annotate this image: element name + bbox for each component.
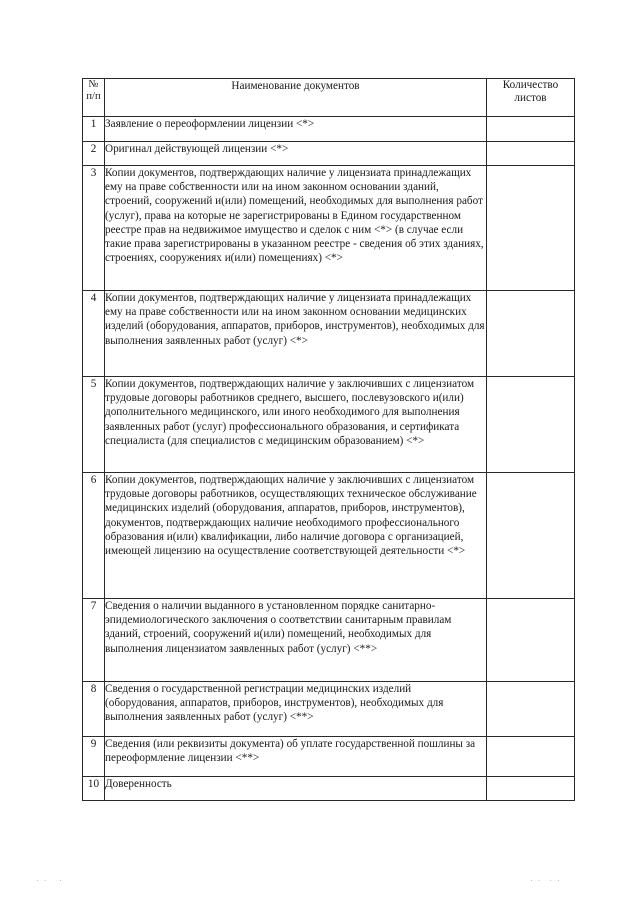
row-sheet-count-cell — [487, 777, 575, 801]
row-document-name: Копии документов, подтверждающих наличие у заключивших с лицензиатом трудовые договоры работников, осуществляющих техническое обслуживание медицинских изделий (оборудования, аппаратов, приборов, инструментов), документов, подтверждающих наличие необходимого профессионального образования и(или) квалификации, либо наличие договора с организацией, имеющей лицензию на осуществление соответствующей деятельности <*> — [105, 473, 487, 599]
header-number-symbol: № — [88, 79, 99, 90]
table-row — [83, 142, 575, 166]
row-document-name: Оригинал действующей лицензии <*> — [105, 142, 487, 166]
row-number: 6 — [83, 473, 105, 599]
scan-edge-mark-left: . . . — [36, 874, 64, 884]
row-document-name: Сведения (или реквизиты документа) об уплате государственной пошлины за переоформление лицензии <**> — [105, 737, 487, 777]
table-row — [83, 682, 575, 737]
row-sheet-count-cell — [487, 166, 575, 291]
header-document-name: Наименование документов — [105, 79, 487, 117]
table-row — [83, 117, 575, 142]
row-number: 10 — [83, 777, 105, 801]
row-document-name: Копии документов, подтверждающих наличие у заключивших с лицензиатом трудовые договоры работников среднего, высшего, послевузовского и(или) дополнительного медицинского, или иного необходимого для выполнения заявленных работ (услуг) профессионального образования, и сертификата специалиста (для специалистов с медицинским образованием) <*> — [105, 377, 487, 473]
row-number: 2 — [83, 142, 105, 166]
row-number: 5 — [83, 377, 105, 473]
row-sheet-count-cell — [487, 737, 575, 777]
header-sheet-count-line2: листов — [514, 92, 547, 104]
row-document-name: Сведения о государственной регистрации медицинских изделий (оборудования, аппаратов, приборов, инструментов), необходимых для выполнения заявленных работ (услуг) <**> — [105, 682, 487, 737]
table-row — [83, 737, 575, 777]
row-sheet-count-cell — [487, 291, 575, 377]
row-number: 9 — [83, 737, 105, 777]
table-row — [83, 599, 575, 682]
table-row — [83, 377, 575, 473]
table-row — [83, 166, 575, 291]
row-number: 7 — [83, 599, 105, 682]
row-number: 8 — [83, 682, 105, 737]
row-document-name: Доверенность — [105, 777, 487, 801]
row-document-name: Копии документов, подтверждающих наличие у лицензиата принадлежащих ему на праве собственности или на ином законном основании медицинских изделий (оборудования, аппаратов, приборов, инструментов), необходимых для выполнения заявленных работ (услуг) <*> — [105, 291, 487, 377]
row-document-name: Заявление о переоформлении лицензии <*> — [105, 117, 487, 142]
header-sheet-count — [487, 79, 575, 117]
documents-table — [82, 78, 575, 801]
table-row — [83, 291, 575, 377]
row-document-name: Копии документов, подтверждающих наличие у лицензиата принадлежащих ему на праве собственности или на ином законном основании зданий, строений, сооружений и(или) помещений, необходимых для выполнения работ (услуг), права на которые не зарегистрированы в Едином государственном реестре прав на недвижимое имущество и сделок с ним <*> (в случае если такие права зарегистрированы в указанном реестре - сведения об этих зданиях, строениях, сооружениях и(или) помещениях) <*> — [105, 166, 487, 291]
scan-edge-mark-right: . . . . — [530, 874, 561, 884]
table-row — [83, 473, 575, 599]
row-sheet-count-cell — [487, 599, 575, 682]
header-sheet-count-line1: Количество — [502, 79, 559, 91]
row-sheet-count-cell — [487, 117, 575, 142]
row-number: 4 — [83, 291, 105, 377]
header-number — [83, 79, 105, 117]
table-row — [83, 777, 575, 801]
header-number-abbr: п/п — [86, 91, 101, 102]
row-sheet-count-cell — [487, 142, 575, 166]
row-sheet-count-cell — [487, 682, 575, 737]
row-sheet-count-cell — [487, 377, 575, 473]
row-document-name: Сведения о наличии выданного в установленном порядке санитарно-эпидемиологического заключения о соответствии санитарным правилам зданий, строений, сооружений и(или) помещений, необходимых для выполнения лицензиатом заявленных работ (услуг) <**> — [105, 599, 487, 682]
row-number: 3 — [83, 166, 105, 291]
row-sheet-count-cell — [487, 473, 575, 599]
table-header — [83, 79, 575, 117]
row-number: 1 — [83, 117, 105, 142]
